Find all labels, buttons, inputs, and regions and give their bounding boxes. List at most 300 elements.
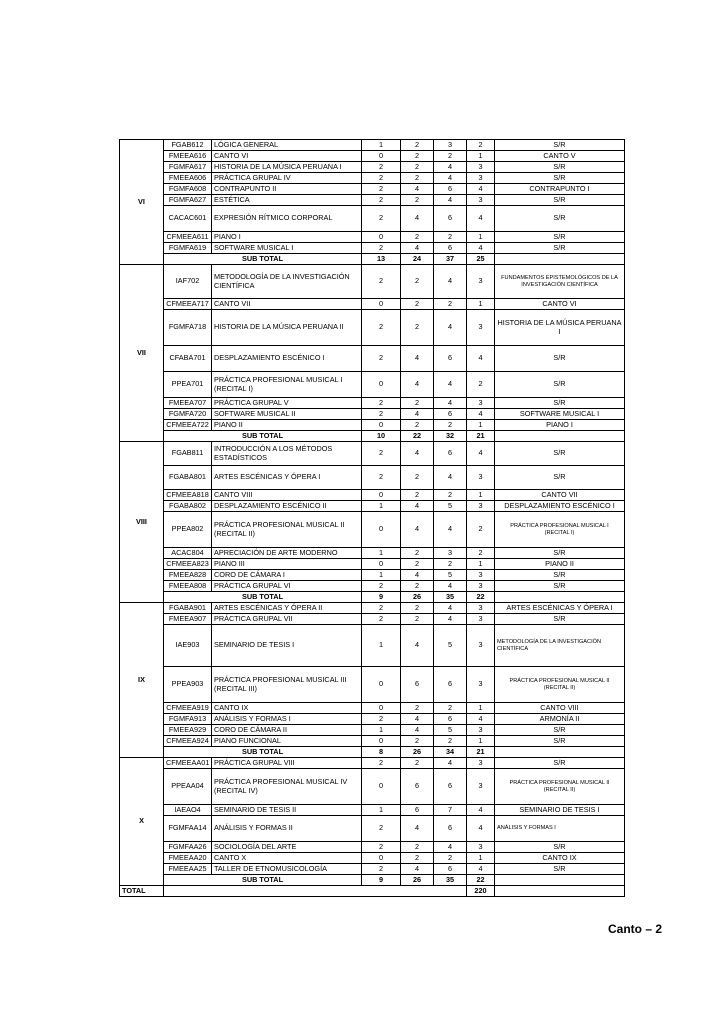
- total-hours: 4: [434, 398, 467, 409]
- course-name: DESPLAZAMIENTO ESCÉNICO I: [212, 346, 362, 372]
- course-row: [120, 162, 625, 173]
- credits: 1: [467, 853, 495, 864]
- course-row: [120, 769, 625, 805]
- course-code: PPEA701: [164, 372, 212, 398]
- theory-hours: 0: [362, 667, 401, 703]
- course-name: CANTO IX: [212, 703, 362, 714]
- credits: 1: [467, 559, 495, 570]
- course-row: [120, 398, 625, 409]
- course-name: SOFTWARE MUSICAL II: [212, 409, 362, 420]
- practice-hours: 2: [401, 232, 434, 243]
- practice-hours: 2: [401, 195, 434, 206]
- course-row: [120, 816, 625, 842]
- total-hours: 4: [434, 758, 467, 769]
- credits: 3: [467, 265, 495, 299]
- practice-hours: 4: [401, 184, 434, 195]
- theory-hours: 0: [362, 232, 401, 243]
- theory-hours: 0: [362, 299, 401, 310]
- subtotal-label: SUB TOTAL: [164, 592, 362, 603]
- subtotal-row: [120, 431, 625, 442]
- practice-hours: 2: [401, 603, 434, 614]
- credits: 4: [467, 805, 495, 816]
- curriculum-table: [119, 139, 625, 897]
- prerequisite: S/R: [495, 173, 625, 184]
- practice-hours: 4: [401, 864, 434, 875]
- total-hours: 6: [434, 206, 467, 232]
- course-name: PRÁCTICA PROFESIONAL MUSICAL III (RECITAL III): [212, 667, 362, 703]
- total-hours: 6: [434, 667, 467, 703]
- theory-hours: 1: [362, 805, 401, 816]
- subtotal-credits: 22: [467, 875, 495, 886]
- prerequisite: S/R: [495, 162, 625, 173]
- prerequisite: CANTO VI: [495, 299, 625, 310]
- total-hours: 2: [434, 559, 467, 570]
- theory-hours: 1: [362, 625, 401, 667]
- theory-hours: 0: [362, 512, 401, 548]
- practice-hours: 2: [401, 548, 434, 559]
- course-name: ANÁLISIS Y FORMAS I: [212, 714, 362, 725]
- total-hours: 6: [434, 816, 467, 842]
- prerequisite: S/R: [495, 725, 625, 736]
- course-row: [120, 195, 625, 206]
- course-code: CFMEEA722: [164, 420, 212, 431]
- course-code: FMEEA616: [164, 151, 212, 162]
- subtotal-row: [120, 592, 625, 603]
- credits: 4: [467, 714, 495, 725]
- course-code: FMEEA808: [164, 581, 212, 592]
- theory-hours: 2: [362, 442, 401, 466]
- prerequisite: S/R: [495, 842, 625, 853]
- course-code: CFMEEA818: [164, 490, 212, 501]
- credits: 3: [467, 769, 495, 805]
- theory-hours: 0: [362, 853, 401, 864]
- course-row: [120, 625, 625, 667]
- course-name: ESTÉTICA: [212, 195, 362, 206]
- course-name: CANTO VIII: [212, 490, 362, 501]
- course-name: PIANO III: [212, 559, 362, 570]
- course-code: CFABA701: [164, 346, 212, 372]
- prerequisite: S/R: [495, 736, 625, 747]
- course-code: FGABA801: [164, 466, 212, 490]
- subtotal-theory-hours: 13: [362, 254, 401, 265]
- course-name: CANTO VI: [212, 151, 362, 162]
- course-row: [120, 140, 625, 151]
- total-hours: 6: [434, 769, 467, 805]
- theory-hours: 2: [362, 206, 401, 232]
- subtotal-practice-hours: 24: [401, 254, 434, 265]
- credits: 2: [467, 512, 495, 548]
- prerequisite: S/R: [495, 243, 625, 254]
- theory-hours: 2: [362, 162, 401, 173]
- course-name: APRECIACIÓN DE ARTE MODERNO: [212, 548, 362, 559]
- total-hours: 6: [434, 243, 467, 254]
- course-code: CFMEEA924: [164, 736, 212, 747]
- subtotal-credits: 25: [467, 254, 495, 265]
- total-hours: 3: [434, 140, 467, 151]
- total-hours: 4: [434, 466, 467, 490]
- course-code: FGABA901: [164, 603, 212, 614]
- credits: 4: [467, 346, 495, 372]
- course-code: CFMEEAA01: [164, 758, 212, 769]
- course-code: FMEEAA20: [164, 853, 212, 864]
- course-row: [120, 265, 625, 299]
- total-hours: 4: [434, 603, 467, 614]
- course-name: HISTORIA DE LA MÚSICA PERUANA I: [212, 162, 362, 173]
- course-row: [120, 736, 625, 747]
- course-row: [120, 581, 625, 592]
- subtotal-theory-hours: 9: [362, 592, 401, 603]
- course-name: PIANO I: [212, 232, 362, 243]
- prerequisite: S/R: [495, 581, 625, 592]
- subtotal-credits: 22: [467, 592, 495, 603]
- page-footer: Canto – 2: [607, 922, 662, 936]
- practice-hours: 2: [401, 140, 434, 151]
- total-hours: 4: [434, 173, 467, 184]
- course-name: SOFTWARE MUSICAL I: [212, 243, 362, 254]
- course-row: [120, 559, 625, 570]
- subtotal-empty: [495, 431, 625, 442]
- course-row: [120, 842, 625, 853]
- subtotal-theory-hours: 8: [362, 747, 401, 758]
- course-code: FGAB811: [164, 442, 212, 466]
- practice-hours: 2: [401, 614, 434, 625]
- course-name: PRÁCTICA GRUPAL V: [212, 398, 362, 409]
- course-row: [120, 184, 625, 195]
- course-name: PRÁCTICA GRUPAL IV: [212, 173, 362, 184]
- total-row: [120, 886, 625, 897]
- theory-hours: 2: [362, 398, 401, 409]
- subtotal-credits: 21: [467, 747, 495, 758]
- theory-hours: 2: [362, 184, 401, 195]
- prerequisite: ARMONÍA II: [495, 714, 625, 725]
- subtotal-label: SUB TOTAL: [164, 875, 362, 886]
- practice-hours: 2: [401, 736, 434, 747]
- practice-hours: 4: [401, 725, 434, 736]
- course-code: FMEEA828: [164, 570, 212, 581]
- theory-hours: 0: [362, 559, 401, 570]
- theory-hours: 2: [362, 265, 401, 299]
- credits: 3: [467, 162, 495, 173]
- credits: 3: [467, 667, 495, 703]
- course-code: FGABA802: [164, 501, 212, 512]
- prerequisite: S/R: [495, 232, 625, 243]
- practice-hours: 2: [401, 173, 434, 184]
- prerequisite: PRÁCTICA PROFESIONAL MUSICAL II (RECITAL II): [495, 769, 625, 805]
- course-name: INTRODUCCIÓN A LOS MÉTODOS ESTADÍSTICOS: [212, 442, 362, 466]
- course-name: HISTORIA DE LA MÚSICA PERUANA II: [212, 310, 362, 346]
- course-row: [120, 346, 625, 372]
- credits: 3: [467, 466, 495, 490]
- course-row: [120, 667, 625, 703]
- credits: 3: [467, 581, 495, 592]
- credits: 1: [467, 736, 495, 747]
- total-hours: 4: [434, 581, 467, 592]
- total-hours: 4: [434, 842, 467, 853]
- subtotal-row: [120, 875, 625, 886]
- total-hours: 2: [434, 853, 467, 864]
- semester-label: IX: [120, 603, 164, 758]
- course-code: CACAC601: [164, 206, 212, 232]
- course-code: FGMFA720: [164, 409, 212, 420]
- total-hours: 6: [434, 442, 467, 466]
- practice-hours: 2: [401, 490, 434, 501]
- credits: 1: [467, 299, 495, 310]
- course-code: FMEEA907: [164, 614, 212, 625]
- course-code: FGMFA627: [164, 195, 212, 206]
- course-code: PPEA903: [164, 667, 212, 703]
- practice-hours: 6: [401, 769, 434, 805]
- course-name: PRÁCTICA GRUPAL VII: [212, 614, 362, 625]
- practice-hours: 4: [401, 625, 434, 667]
- theory-hours: 0: [362, 420, 401, 431]
- practice-hours: 2: [401, 842, 434, 853]
- credits: 1: [467, 703, 495, 714]
- course-row: [120, 570, 625, 581]
- subtotal-row: [120, 747, 625, 758]
- theory-hours: 2: [362, 603, 401, 614]
- course-name: PRÁCTICA PROFESIONAL MUSICAL I (RECITAL I): [212, 372, 362, 398]
- practice-hours: 4: [401, 512, 434, 548]
- course-name: CANTO VII: [212, 299, 362, 310]
- total-hours: 2: [434, 299, 467, 310]
- prerequisite: S/R: [495, 570, 625, 581]
- semester-label: X: [120, 758, 164, 886]
- subtotal-total-hours: 34: [434, 747, 467, 758]
- practice-hours: 4: [401, 372, 434, 398]
- prerequisite: PIANO II: [495, 559, 625, 570]
- course-row: [120, 490, 625, 501]
- prerequisite: CANTO VIII: [495, 703, 625, 714]
- course-code: CFMEEA611: [164, 232, 212, 243]
- total-hours: 7: [434, 805, 467, 816]
- total-hours: 2: [434, 420, 467, 431]
- course-name: SEMINARIO DE TESIS II: [212, 805, 362, 816]
- course-code: FGAB612: [164, 140, 212, 151]
- practice-hours: 4: [401, 714, 434, 725]
- theory-hours: 2: [362, 864, 401, 875]
- practice-hours: 4: [401, 501, 434, 512]
- theory-hours: 2: [362, 581, 401, 592]
- subtotal-empty: [495, 875, 625, 886]
- credits: 3: [467, 398, 495, 409]
- subtotal-practice-hours: 26: [401, 875, 434, 886]
- course-code: PPEA802: [164, 512, 212, 548]
- course-name: PIANO II: [212, 420, 362, 431]
- theory-hours: 2: [362, 816, 401, 842]
- course-row: [120, 206, 625, 232]
- practice-hours: 2: [401, 310, 434, 346]
- course-code: FGMFA718: [164, 310, 212, 346]
- credits: 3: [467, 614, 495, 625]
- subtotal-total-hours: 35: [434, 592, 467, 603]
- total-credits: 220: [467, 886, 495, 897]
- course-code: FMEEA707: [164, 398, 212, 409]
- subtotal-total-hours: 35: [434, 875, 467, 886]
- practice-hours: 2: [401, 265, 434, 299]
- course-row: [120, 442, 625, 466]
- credits: 3: [467, 725, 495, 736]
- prerequisite: PIANO I: [495, 420, 625, 431]
- course-name: METODOLOGÍA DE LA INVESTIGACIÓN CIENTÍFICA: [212, 265, 362, 299]
- credits: 3: [467, 195, 495, 206]
- prerequisite: DESPLAZAMIENTO ESCÉNICO I: [495, 501, 625, 512]
- course-name: CORO DE CÁMARA I: [212, 570, 362, 581]
- course-name: PIANO FUNCIONAL: [212, 736, 362, 747]
- credits: 3: [467, 625, 495, 667]
- course-row: [120, 805, 625, 816]
- practice-hours: 2: [401, 758, 434, 769]
- course-name: CONTRAPUNTO II: [212, 184, 362, 195]
- total-hours: 2: [434, 736, 467, 747]
- prerequisite: S/R: [495, 140, 625, 151]
- course-name: LÓGICA GENERAL: [212, 140, 362, 151]
- practice-hours: 4: [401, 442, 434, 466]
- prerequisite: ARTES ESCÉNICAS Y ÓPERA I: [495, 603, 625, 614]
- prerequisite: S/R: [495, 442, 625, 466]
- course-row: [120, 299, 625, 310]
- subtotal-label: SUB TOTAL: [164, 254, 362, 265]
- total-hours: 5: [434, 501, 467, 512]
- prerequisite: S/R: [495, 206, 625, 232]
- course-row: [120, 310, 625, 346]
- theory-hours: 1: [362, 570, 401, 581]
- credits: 4: [467, 184, 495, 195]
- theory-hours: 1: [362, 548, 401, 559]
- practice-hours: 6: [401, 805, 434, 816]
- subtotal-practice-hours: 22: [401, 431, 434, 442]
- course-name: DESPLAZAMIENTO ESCÉNICO II: [212, 501, 362, 512]
- course-row: [120, 420, 625, 431]
- total-hours: 4: [434, 512, 467, 548]
- theory-hours: 2: [362, 714, 401, 725]
- prerequisite: S/R: [495, 758, 625, 769]
- credits: 3: [467, 310, 495, 346]
- course-row: [120, 853, 625, 864]
- subtotal-label: SUB TOTAL: [164, 747, 362, 758]
- prerequisite: CANTO IX: [495, 853, 625, 864]
- subtotal-total-hours: 32: [434, 431, 467, 442]
- course-row: [120, 151, 625, 162]
- course-row: [120, 864, 625, 875]
- prerequisite: S/R: [495, 466, 625, 490]
- subtotal-empty: [495, 254, 625, 265]
- total-hours: 2: [434, 490, 467, 501]
- practice-hours: 2: [401, 151, 434, 162]
- practice-hours: 4: [401, 409, 434, 420]
- subtotal-total-hours: 37: [434, 254, 467, 265]
- course-name: PRÁCTICA GRUPAL VI: [212, 581, 362, 592]
- course-code: PPEAA04: [164, 769, 212, 805]
- course-name: TALLER DE ETNOMUSICOLOGÍA: [212, 864, 362, 875]
- course-row: [120, 725, 625, 736]
- theory-hours: 2: [362, 346, 401, 372]
- course-code: IAF702: [164, 265, 212, 299]
- course-row: [120, 714, 625, 725]
- total-hours: 2: [434, 703, 467, 714]
- course-name: EXPRESIÓN RÍTMICO CORPORAL: [212, 206, 362, 232]
- course-name: PRÁCTICA GRUPAL VIII: [212, 758, 362, 769]
- practice-hours: 6: [401, 667, 434, 703]
- course-row: [120, 501, 625, 512]
- practice-hours: 2: [401, 299, 434, 310]
- theory-hours: 2: [362, 310, 401, 346]
- course-code: FGMFAA14: [164, 816, 212, 842]
- course-row: [120, 409, 625, 420]
- semester-label: VI: [120, 140, 164, 265]
- total-empty: [164, 886, 467, 897]
- theory-hours: 0: [362, 703, 401, 714]
- credits: 4: [467, 816, 495, 842]
- credits: 1: [467, 490, 495, 501]
- total-hours: 5: [434, 625, 467, 667]
- prerequisite: FUNDAMENTOS EPISTEMOLÓGICOS DE LA INVESTIGACIÓN CIENTÍFICA: [495, 265, 625, 299]
- course-name: SEMINARIO DE TESIS I: [212, 625, 362, 667]
- subtotal-label: SUB TOTAL: [164, 431, 362, 442]
- total-hours: 2: [434, 151, 467, 162]
- practice-hours: 2: [401, 559, 434, 570]
- practice-hours: 4: [401, 346, 434, 372]
- subtotal-theory-hours: 10: [362, 431, 401, 442]
- total-hours: 2: [434, 232, 467, 243]
- practice-hours: 2: [401, 420, 434, 431]
- prerequisite: S/R: [495, 372, 625, 398]
- subtotal-theory-hours: 9: [362, 875, 401, 886]
- total-empty-prereq: [495, 886, 625, 897]
- total-hours: 6: [434, 346, 467, 372]
- theory-hours: 2: [362, 195, 401, 206]
- credits: 4: [467, 206, 495, 232]
- total-label: TOTAL: [120, 886, 164, 897]
- course-name: ARTES ESCÉNICAS Y ÓPERA I: [212, 466, 362, 490]
- theory-hours: 2: [362, 466, 401, 490]
- practice-hours: 4: [401, 243, 434, 254]
- prerequisite: METODOLOGÍA DE LA INVESTIGACIÓN CIENTÍFICA: [495, 625, 625, 667]
- total-hours: 3: [434, 548, 467, 559]
- theory-hours: 0: [362, 490, 401, 501]
- course-name: ARTES ESCÉNICAS Y ÓPERA II: [212, 603, 362, 614]
- credits: 3: [467, 842, 495, 853]
- prerequisite: CANTO V: [495, 151, 625, 162]
- credits: 2: [467, 548, 495, 559]
- theory-hours: 2: [362, 614, 401, 625]
- course-code: ACAC804: [164, 548, 212, 559]
- course-row: [120, 614, 625, 625]
- course-code: IAE903: [164, 625, 212, 667]
- prerequisite: S/R: [495, 346, 625, 372]
- course-row: [120, 703, 625, 714]
- prerequisite: SEMINARIO DE TESIS I: [495, 805, 625, 816]
- theory-hours: 2: [362, 758, 401, 769]
- credits: 2: [467, 372, 495, 398]
- course-row: [120, 758, 625, 769]
- practice-hours: 2: [401, 581, 434, 592]
- subtotal-credits: 21: [467, 431, 495, 442]
- course-row: [120, 232, 625, 243]
- course-code: FMEEAA25: [164, 864, 212, 875]
- total-hours: 4: [434, 614, 467, 625]
- course-name: PRÁCTICA PROFESIONAL MUSICAL IV (RECITAL IV): [212, 769, 362, 805]
- course-code: FGMFA619: [164, 243, 212, 254]
- subtotal-empty: [495, 747, 625, 758]
- course-name: PRÁCTICA PROFESIONAL MUSICAL II (RECITAL II): [212, 512, 362, 548]
- practice-hours: 2: [401, 162, 434, 173]
- credits: 3: [467, 603, 495, 614]
- credits: 3: [467, 501, 495, 512]
- practice-hours: 4: [401, 570, 434, 581]
- credits: 1: [467, 151, 495, 162]
- course-code: FMEEA606: [164, 173, 212, 184]
- course-row: [120, 512, 625, 548]
